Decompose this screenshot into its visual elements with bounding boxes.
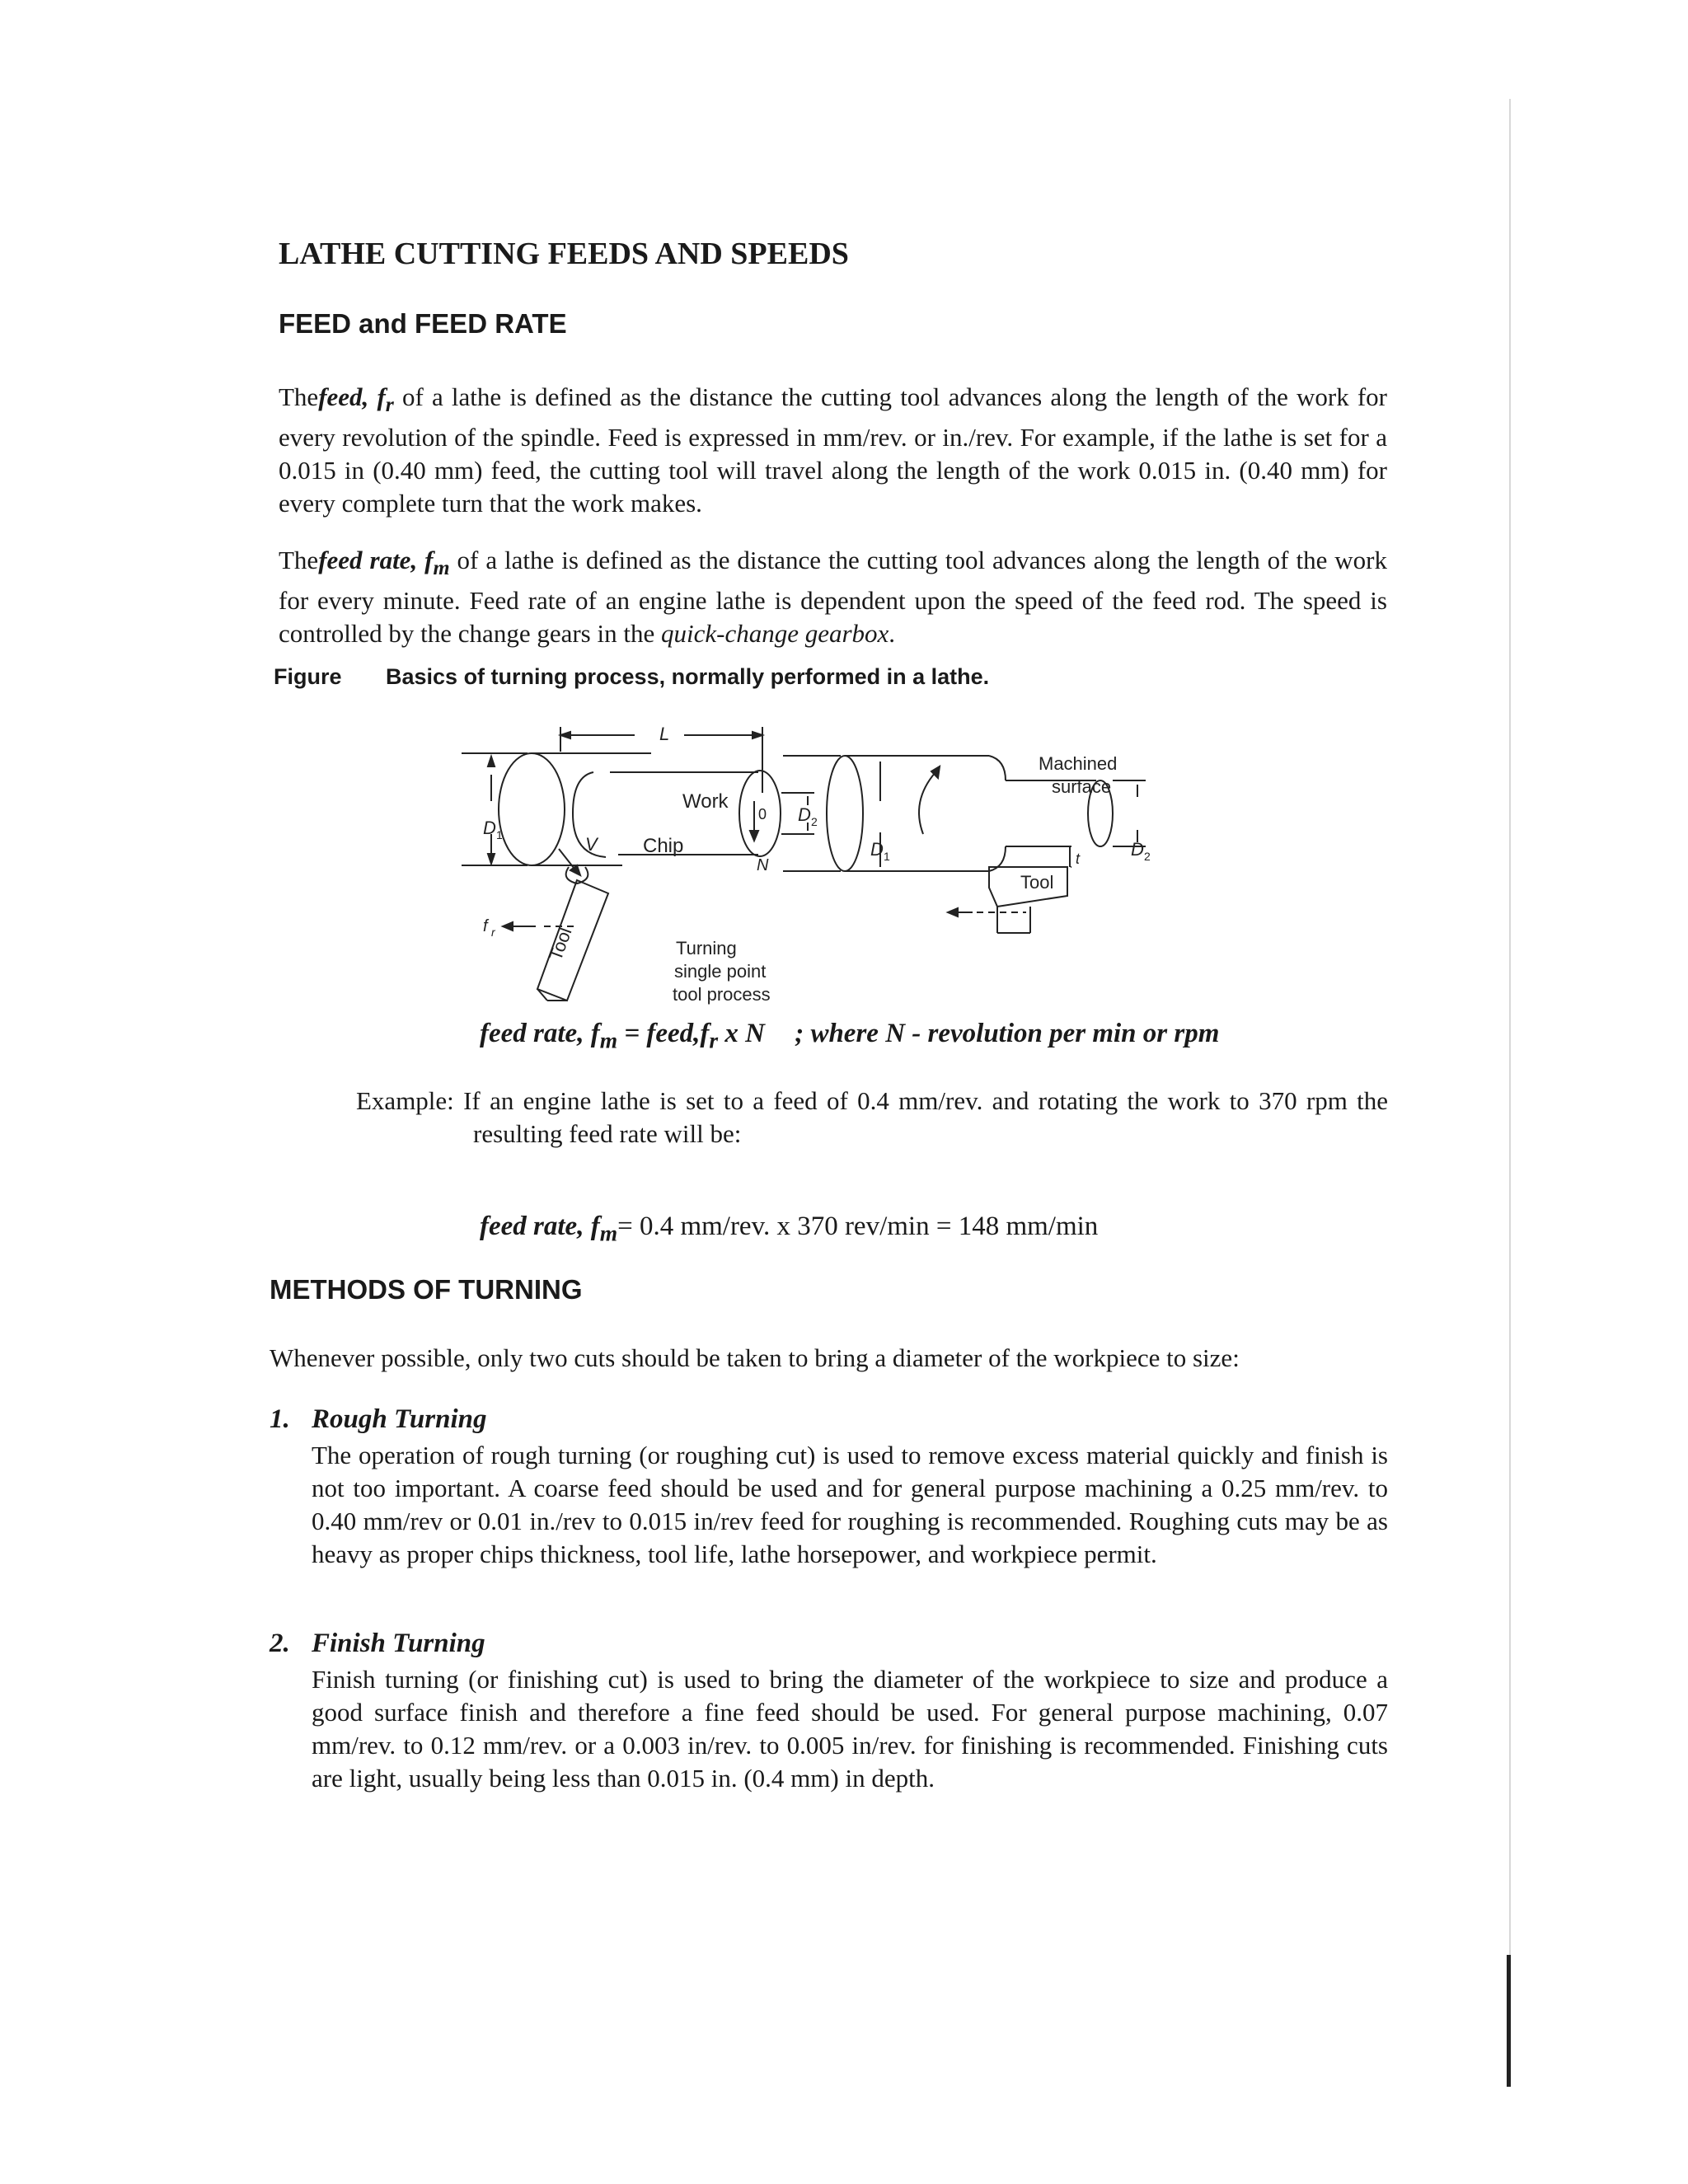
label-d2-right: D xyxy=(1131,839,1144,860)
label-work: Work xyxy=(682,790,729,813)
list-item-2-title: Finish Turning xyxy=(312,1629,485,1658)
list-item-1-body: The operation of rough turning (or roughing cut) is used to remove excess material quickly and finish is not too important. A coarse feed should be used and for general purpose machining a 0.25 mm/rev. to 0.40 mm/rev or 0.01 in./rev to 0.015 in/rev feed for roughing is recommended. Roughing cuts may be as heavy as proper chips thickness, tool life, lathe horsepower, and workpiece permit. xyxy=(312,1441,1388,1568)
label-fr-sub: r xyxy=(491,926,495,939)
label-n: N xyxy=(757,856,769,874)
page-edge-line xyxy=(1509,99,1511,2060)
para2-lead: The xyxy=(279,546,319,574)
label-v: V xyxy=(585,834,598,855)
label-d1-left: D xyxy=(483,818,496,838)
para2-rest: of a lathe is defined as the distance the cutting tool advances along the length of the work for every minute. Feed rate of an engine lathe is dependent upon the speed of the feed rod. The speed is controlled by the change gears in the xyxy=(279,546,1388,649)
section-heading-feed: FEED and FEED RATE xyxy=(279,308,567,339)
methods-intro: Whenever possible, only two cuts should be taken to bring a diameter of the workpiece to size: xyxy=(270,1343,1240,1372)
para1-lead: The xyxy=(279,382,319,411)
label-d1-right: D xyxy=(870,839,884,860)
page-title: LATHE CUTTING FEEDS AND SPEEDS xyxy=(279,237,849,271)
para1-rest: of a lathe is defined as the distance the cutting tool advances along the length of the work for every revolution of the spindle. Feed is expressed in mm/rev. or in./rev. For example, if the lathe is set for a 0.015 in (0.40 mm) feed, the cutting tool will travel along the length of the work 0.015 in. (0.40 mm) for every complete turn that the work makes. xyxy=(279,382,1387,518)
formula-example-result: feed rate, $f_m= 0.4$ mm/rev. x 370 rev/min = 148 mm/min xyxy=(480,1212,1099,1246)
section-heading-methods: METHODS OF TURNING xyxy=(270,1274,583,1305)
page-edge-mark xyxy=(1507,1955,1511,2087)
label-turning-1: Turning xyxy=(676,938,737,958)
label-fr: f xyxy=(483,917,488,935)
label-turning-2: single point xyxy=(674,961,767,982)
label-t: t xyxy=(1076,851,1081,867)
paragraph-feed-rate: Thefeed rate, $f_m$ of a lathe is defined as the distance the cutting tool advances along the length of the work for every minute. Feed rate of an engine lathe is dependent upon the speed of the feed rod. The speed is controlled by the change gears in the quick-change gearbox. xyxy=(279,546,1388,649)
list-item-2-number: 2. xyxy=(270,1629,290,1658)
figure-caption xyxy=(274,664,989,690)
label-d1-left-sub: 1 xyxy=(496,828,503,841)
para2-italic-tail: quick-change gearbox xyxy=(660,619,889,649)
label-d2-right-sub: 2 xyxy=(1144,850,1151,863)
example-paragraph xyxy=(356,1085,1388,1151)
label-zero: 0 xyxy=(758,806,767,823)
figure-caption-text: Basics of turning process, normally performed in a lathe. xyxy=(386,664,990,689)
label-L: L xyxy=(659,724,670,744)
list-item-1-title: Rough Turning xyxy=(312,1404,487,1434)
example-label: Example: xyxy=(356,1086,454,1115)
label-d1-right-sub: 1 xyxy=(884,850,890,863)
formula-feed-rate: feed rate, $f_m$ = $feed,f_r$ x N ; where N - revolution per min or rpm xyxy=(480,1019,1220,1053)
label-machined-2: surface xyxy=(1052,776,1112,797)
paragraph-feed xyxy=(279,381,1387,520)
label-tool-right: Tool xyxy=(1020,872,1054,893)
label-d2-left-sub: 2 xyxy=(811,815,818,828)
list-item-2-body: Finish turning (or finishing cut) is used to bring the diameter of the workpiece to size and produce a good surface finish and therefore a fine feed should be used. For general purpose machining, 0.07 mm/rev. to 0.12 mm/rev. or a 0.003 in/rev. to 0.005 in/rev. for finishing is recommended. Finishing cuts are light, usually being less than 0.015 in. (0.4 mm) in depth. xyxy=(312,1665,1388,1793)
figure-label: Figure xyxy=(274,664,342,689)
label-tool-left: Tool xyxy=(545,925,576,963)
label-chip: Chip xyxy=(643,835,684,857)
para1-term: feed, $f_r$ xyxy=(318,382,394,417)
label-turning-3: tool process xyxy=(673,984,771,1005)
turning-process-diagram xyxy=(462,710,1286,1015)
para2-term: feed rate, $f_m$ xyxy=(318,546,450,580)
label-machined-1: Machined xyxy=(1039,753,1118,774)
label-d2-left: D xyxy=(798,804,811,825)
list-item-1-number: 1. xyxy=(270,1404,290,1434)
example-text: If an engine lathe is set to a feed of 0.4 mm/rev. and rotating the work to 370 rpm the resulting feed rate will be: xyxy=(463,1086,1388,1148)
